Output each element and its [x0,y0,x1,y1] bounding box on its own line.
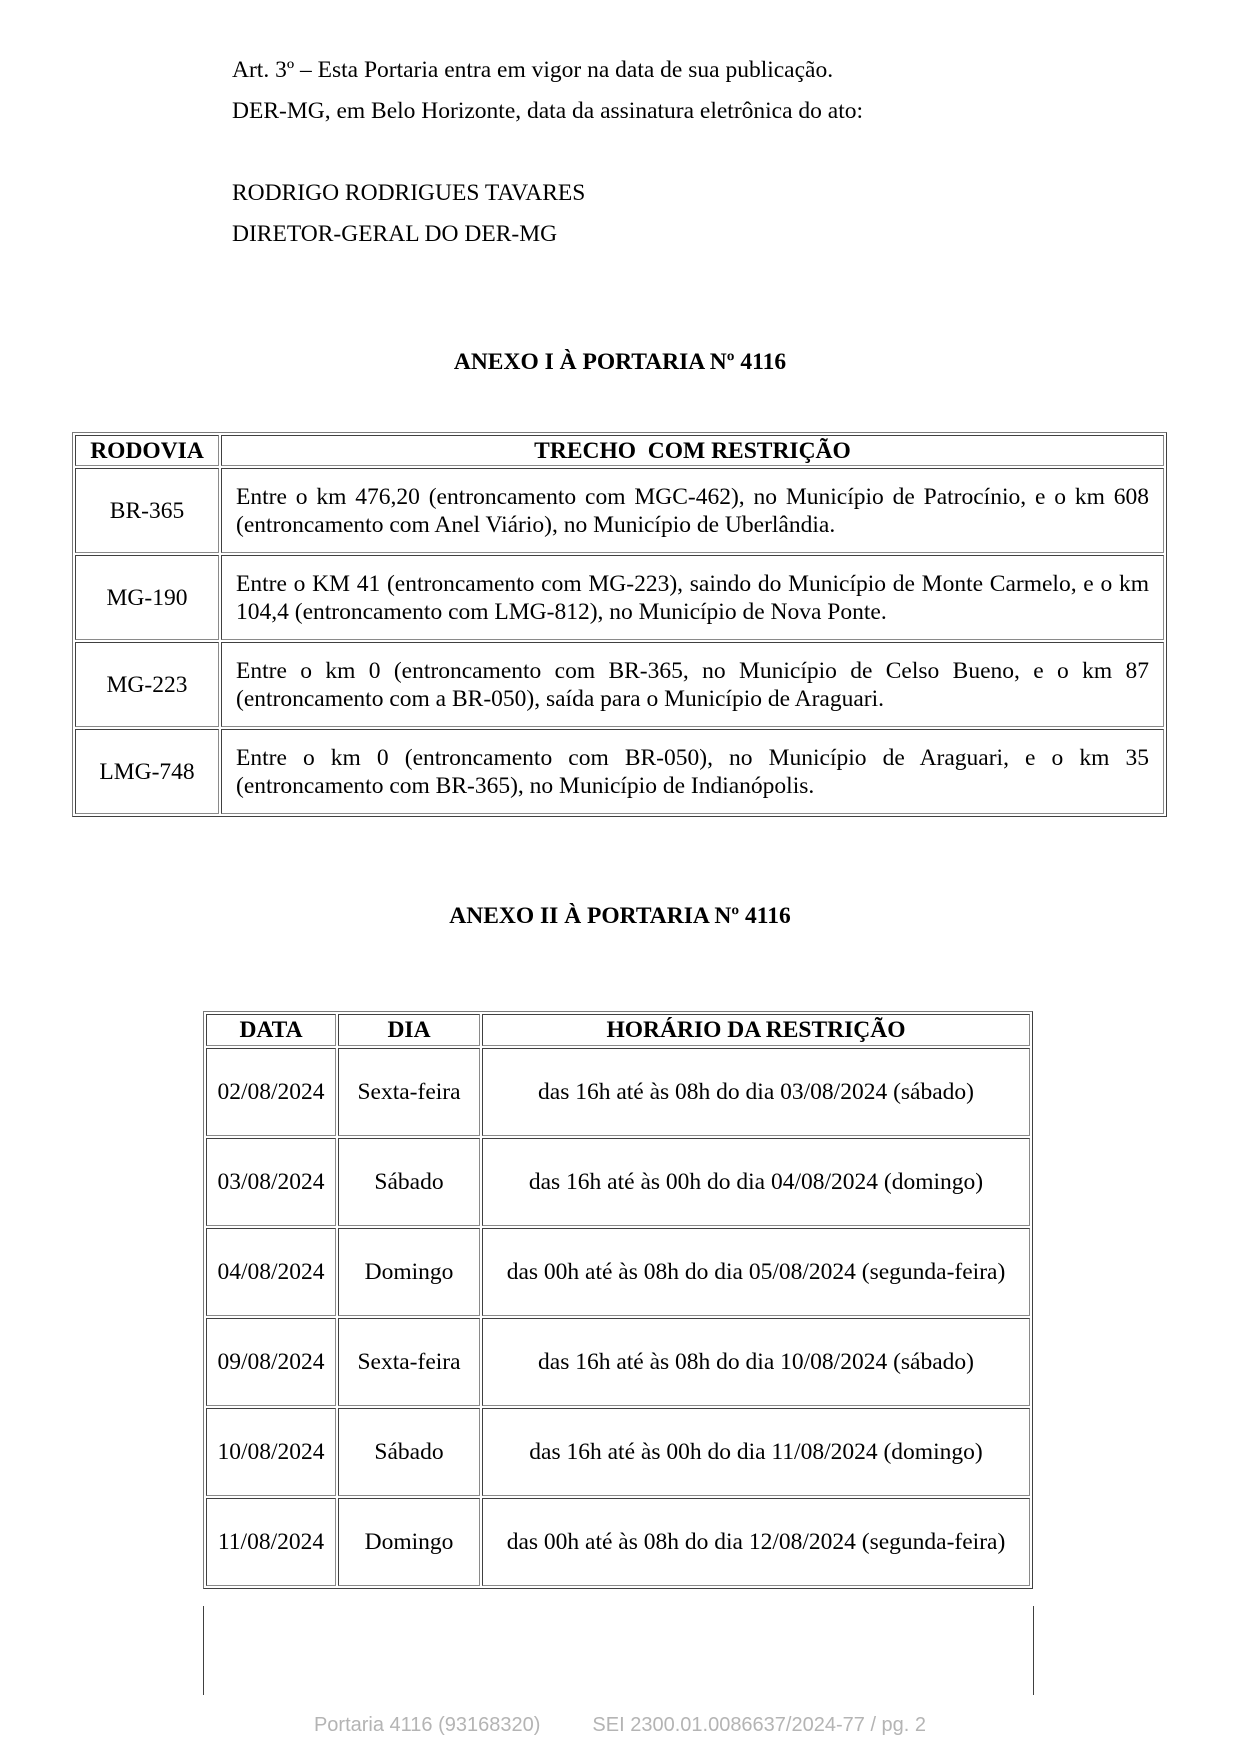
cell-horario: das 00h até às 08h do dia 12/08/2024 (segunda-feira) [482,1498,1030,1586]
col-header-trecho: TRECHO COM RESTRIÇÃO [221,435,1164,466]
table-row [206,1408,1030,1496]
table-row [75,468,1164,553]
cell-rodovia: MG-190 [75,555,219,640]
table-row [75,555,1164,640]
cell-trecho: Entre o KM 41 (entroncamento com MG-223), saindo do Município de Monte Carmelo, e o km 104,4 (entroncamento com LMG-812), no Município de Nova Ponte. [221,555,1164,640]
table-row [75,642,1164,727]
cell-data: 02/08/2024 [206,1048,336,1136]
table-row [206,1048,1030,1136]
cell-data: 04/08/2024 [206,1228,336,1316]
cell-dia: Domingo [338,1228,480,1316]
table-row [75,729,1164,814]
cell-trecho: Entre o km 476,20 (entroncamento com MGC-462), no Município de Patrocínio, e o km 608 (entroncamento com Anel Viário), no Município de Uberlândia. [221,468,1164,553]
table-header-row [75,435,1164,466]
table-row [206,1318,1030,1406]
table-row [206,1138,1030,1226]
cell-rodovia: BR-365 [75,468,219,553]
cell-horario: das 16h até às 08h do dia 03/08/2024 (sábado) [482,1048,1030,1136]
table-row [206,1228,1030,1316]
table-continuation-border [203,1606,1034,1695]
annex1-title: ANEXO I À PORTARIA Nº 4116 [453,349,787,375]
cell-dia: Domingo [338,1498,480,1586]
cell-trecho: Entre o km 0 (entroncamento com BR-050), no Município de Araguari, e o km 35 (entroncamento com BR-365), no Município de Indianópolis. [221,729,1164,814]
cell-dia: Sexta-feira [338,1048,480,1136]
cell-data: 11/08/2024 [206,1498,336,1586]
cell-data: 09/08/2024 [206,1318,336,1406]
cell-dia: Sábado [338,1138,480,1226]
footer-sei-ref: SEI 2300.01.0086637/2024-77 / pg. 2 [592,1714,927,1736]
annex2-title: ANEXO II À PORTARIA Nº 4116 [449,903,791,929]
cell-dia: Sábado [338,1408,480,1496]
annex2-table [203,1011,1033,1589]
cell-horario: das 16h até às 08h do dia 10/08/2024 (sábado) [482,1318,1030,1406]
cell-horario: das 16h até às 00h do dia 04/08/2024 (domingo) [482,1138,1030,1226]
place-date-text: DER-MG, em Belo Horizonte, data da assinatura eletrônica do ato: [232,98,864,124]
table-header-row [206,1014,1030,1046]
article-text: Art. 3º – Esta Portaria entra em vigor na data de sua publicação. [232,57,834,83]
table-row [206,1498,1030,1586]
cell-trecho: Entre o km 0 (entroncamento com BR-365, no Município de Celso Bueno, e o km 87 (entroncamento com a BR-050), saída para o Município de Araguari. [221,642,1164,727]
cell-rodovia: LMG-748 [75,729,219,814]
cell-rodovia: MG-223 [75,642,219,727]
col-header-horario: HORÁRIO DA RESTRIÇÃO [482,1014,1030,1046]
col-header-data: DATA [206,1014,336,1046]
cell-data: 10/08/2024 [206,1408,336,1496]
cell-horario: das 16h até às 00h do dia 11/08/2024 (domingo) [482,1408,1030,1496]
signer-name: RODRIGO RODRIGUES TAVARES [232,180,586,206]
footer-doc-ref: Portaria 4116 (93168320) [313,1714,541,1736]
col-header-dia: DIA [338,1014,480,1046]
annex1-table [72,432,1167,817]
signer-title: DIRETOR-GERAL DO DER-MG [232,221,558,247]
cell-dia: Sexta-feira [338,1318,480,1406]
cell-horario: das 00h até às 08h do dia 05/08/2024 (segunda-feira) [482,1228,1030,1316]
col-header-rodovia: RODOVIA [75,435,219,466]
page-footer [0,1714,1240,1737]
cell-data: 03/08/2024 [206,1138,336,1226]
